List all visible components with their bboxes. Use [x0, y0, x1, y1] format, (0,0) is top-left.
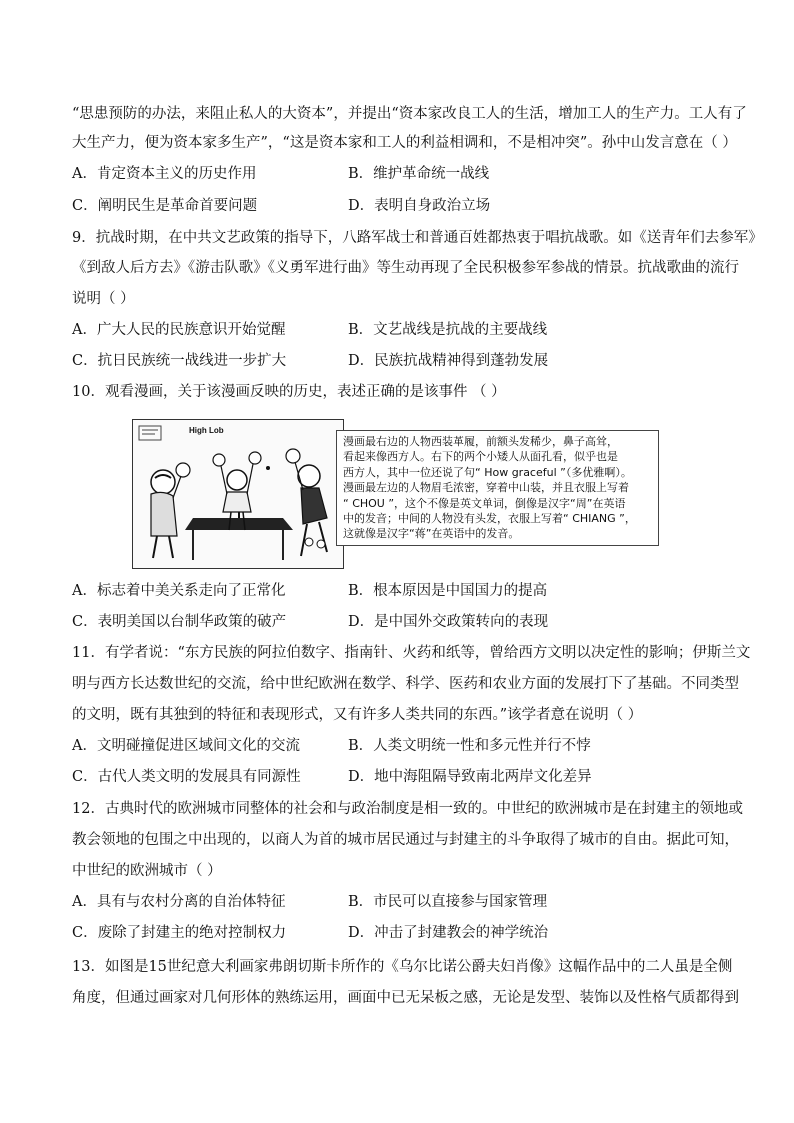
q11-option-d[interactable]: D．地中海阻隔导致南北两岸文化差异 — [348, 769, 592, 785]
q8-text-line-1: “思患预防的办法，来阻止私人的大资本”，并提出“资本家改良工人的生活，增加工人的生产力。工人有了 — [72, 106, 747, 122]
q12-text-line-1: 12．古典时代的欧洲城市同整体的社会和与政治制度是相一致的。中世纪的欧洲城市是在封建主的领地或 — [72, 801, 743, 817]
caption-line-5: “ CHOU ”，这个不像是英文单词，倒像是汉字“周”在英语 — [343, 496, 626, 510]
q9-option-a[interactable]: A．广大人民的民族意识开始觉醒 — [72, 322, 286, 338]
q10-option-a[interactable]: A．标志着中美关系走向了正常化 — [72, 583, 286, 599]
q12-option-d[interactable]: D．冲击了封建教会的神学统治 — [348, 925, 549, 941]
q11-option-c[interactable]: C．古代人类文明的发展具有同源性 — [72, 769, 301, 785]
q9-option-c[interactable]: C．抗日民族统一战线进一步扩大 — [72, 353, 287, 369]
q13-text-line-2: 角度，但通过画家对几何形体的熟练运用，画面中已无呆板之感，无论是发型、装饰以及性格气质都得到 — [72, 990, 739, 1006]
caption-line-2: 看起来像西方人。右下的两个小矮人从面孔看，似乎也是 — [343, 450, 618, 464]
q11-text-line-2: 明与西方长达数世纪的交流，给中世纪欧洲在数学、科学、医药和农业方面的发展打下了基础。不同类型 — [72, 676, 739, 692]
q9-text-line-1: 9．抗战时期，在中共文艺政策的指导下，八路军战士和普通百姓都热衷于唱抗战歌。如《送青年们去参军》 — [72, 230, 763, 246]
q12-option-b[interactable]: B．市民可以直接参与国家管理 — [348, 894, 548, 910]
caption-line-7: 这就像是汉字“蒋”在英语中的发音。 — [343, 527, 520, 541]
q8-text-line-2: 大生产力，便为资本家多生产”，“这是资本家和工人的利益相调和，不是相冲突”。孙中山发言意在（ ） — [72, 135, 737, 151]
cartoon-illustration — [133, 420, 343, 568]
cartoon-caption-box — [336, 430, 659, 546]
q11-option-b[interactable]: B．人类文明统一性和多元性并行不悖 — [348, 738, 591, 754]
q10-option-c[interactable]: C．表明美国以台制华政策的破产 — [72, 614, 287, 630]
q10-option-b[interactable]: B．根本原因是中国国力的提高 — [348, 583, 548, 599]
q12-text-line-2: 教会领地的包围之中出现的，以商人为首的城市居民通过与封建主的斗争取得了城市的自由。据此可知， — [72, 832, 739, 848]
q11-text-line-3: 的文明，既有其独到的特征和表现形式，又有许多人类共同的东西。”该学者意在说明（ ） — [72, 707, 643, 723]
q13-text-line-1: 13．如图是15世纪意大利画家弗朗切斯卡所作的《乌尔比诺公爵夫妇肖像》这幅作品中的二人虽是全侧 — [72, 959, 733, 975]
q10-option-d[interactable]: D．是中国外交政策转向的表现 — [348, 614, 549, 630]
q8-option-a[interactable]: A．肯定资本主义的历史作用 — [72, 166, 257, 182]
q9-option-d[interactable]: D．民族抗战精神得到蓬勃发展 — [348, 353, 549, 369]
q9-option-b[interactable]: B．文艺战线是抗战的主要战线 — [348, 322, 548, 338]
q12-option-c[interactable]: C．废除了封建主的绝对控制权力 — [72, 925, 287, 941]
q12-option-a[interactable]: A．具有与农村分离的自治体特征 — [72, 894, 286, 910]
q10-text-line-1: 10．观看漫画，关于该漫画反映的历史，表述正确的是该事件 （ ） — [72, 384, 506, 400]
caption-line-4: 漫画最左边的人物眉毛浓密，穿着中山装，并且衣服上写着 — [343, 481, 629, 495]
caption-line-1: 漫画最右边的人物西装革履，前额头发稀少，鼻子高耸， — [343, 435, 618, 448]
q9-text-line-2: 《到敌人后方去》《游击队歌》《义勇军进行曲》等生动再现了全民积极参军参战的情景。抗战歌曲的流行 — [72, 260, 739, 276]
q8-option-d[interactable]: D．表明自身政治立场 — [348, 198, 491, 214]
q12-text-line-3: 中世纪的欧洲城市（ ） — [72, 863, 222, 879]
caption-line-3: 西方人，其中一位还说了句“ How graceful ”（多优雅啊）。 — [343, 465, 632, 479]
q8-option-c[interactable]: C．阐明民生是革命首要问题 — [72, 198, 258, 214]
q9-text-line-3: 说明（ ） — [72, 291, 135, 307]
q8-option-b[interactable]: B．维护革命统一战线 — [348, 166, 490, 182]
q11-option-a[interactable]: A．文明碰撞促进区域间文化的交流 — [72, 738, 300, 754]
caption-line-6: 中的发音；中间的人物没有头发，衣服上写着“ CHIANG ”， — [343, 512, 636, 526]
cartoon-title: High Lob — [189, 426, 224, 435]
q11-text-line-1: 11．有学者说：“东方民族的阿拉伯数字、指南针、火药和纸等，曾给西方文明以决定性的影响；伊斯兰文 — [72, 645, 751, 661]
ping-pong-cartoon — [132, 419, 344, 569]
